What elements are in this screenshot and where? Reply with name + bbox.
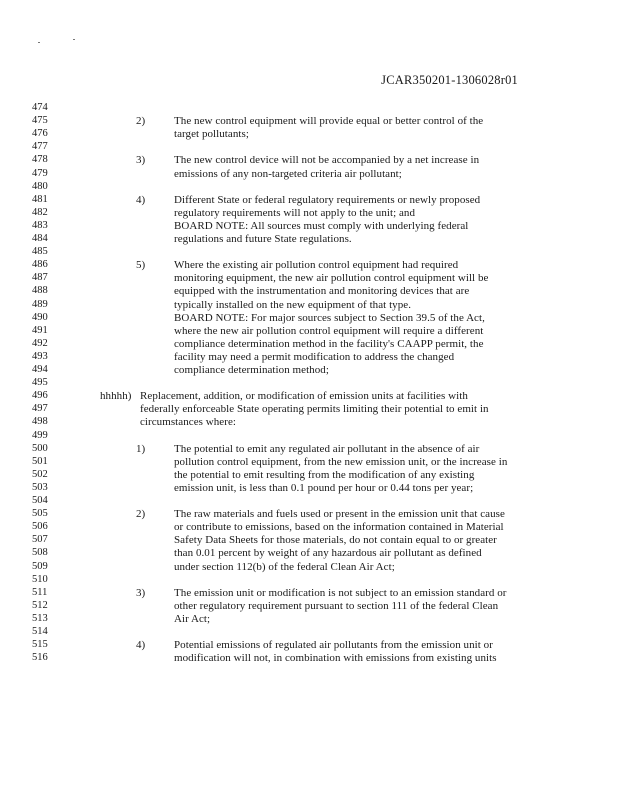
line-number: 491 <box>32 325 48 336</box>
line-text: The new control equipment will provide equal or better control of the <box>174 115 484 127</box>
line-text: regulations and future State regulations. <box>174 233 352 245</box>
item-marker: 3) <box>136 587 146 599</box>
line-number: 498 <box>32 416 48 427</box>
line-text: facility may need a permit modification to address the changed <box>174 351 455 363</box>
item-marker: hhhhh) <box>100 390 132 402</box>
line-number: 503 <box>32 482 48 493</box>
line-text: the potential to emit resulting from the modification of any existing <box>174 469 475 481</box>
line-number: 480 <box>32 181 48 192</box>
line-number: 511 <box>32 587 48 598</box>
line-text: target pollutants; <box>174 128 249 140</box>
item-marker: 3) <box>136 154 146 166</box>
line-number: 495 <box>32 377 48 388</box>
line-number: 499 <box>32 430 48 441</box>
line-number: 477 <box>32 141 48 152</box>
line-text: compliance determination method in the facility's CAAPP permit, the <box>174 338 484 350</box>
scan-speck <box>73 39 75 40</box>
line-text: monitoring equipment, the new air pollution control equipment will be <box>174 272 489 284</box>
line-text: typically installed on the new equipment of that type. <box>174 299 412 311</box>
line-text: Potential emissions of regulated air pollutants from the emission unit or <box>174 639 493 651</box>
line-number: 476 <box>32 128 48 139</box>
line-number: 508 <box>32 547 48 558</box>
line-text: Where the existing air pollution control equipment had required <box>174 259 459 271</box>
line-text: Different State or federal regulatory requirements or newly proposed <box>174 194 481 206</box>
line-text: Replacement, addition, or modification of emission units at facilities with <box>140 390 468 402</box>
line-text: circumstances where: <box>140 416 236 428</box>
line-number: 496 <box>32 390 48 401</box>
line-text: The emission unit or modification is not subject to an emission standard or <box>174 587 507 599</box>
line-number: 510 <box>32 574 48 585</box>
line-number: 513 <box>32 613 48 624</box>
line-number: 504 <box>32 495 48 506</box>
line-text: The new control device will not be accompanied by a net increase in <box>174 154 480 166</box>
line-number: 506 <box>32 521 48 532</box>
line-number: 515 <box>32 639 48 650</box>
line-number: 494 <box>32 364 48 375</box>
line-number: 482 <box>32 207 48 218</box>
line-number: 500 <box>32 443 48 454</box>
line-text: The raw materials and fuels used or present in the emission unit that cause <box>174 508 505 520</box>
line-number: 507 <box>32 534 48 545</box>
line-number: 490 <box>32 312 48 323</box>
line-number: 485 <box>32 246 48 257</box>
item-marker: 5) <box>136 259 146 271</box>
line-number: 479 <box>32 168 48 179</box>
line-text: Air Act; <box>174 613 211 625</box>
line-number: 505 <box>32 508 48 519</box>
line-number: 474 <box>32 102 48 113</box>
line-text: pollution control equipment, from the new emission unit, or the increase in <box>174 456 508 468</box>
line-text: compliance determination method; <box>174 364 329 376</box>
line-number: 514 <box>32 626 48 637</box>
line-number: 486 <box>32 259 48 270</box>
line-number: 492 <box>32 338 48 349</box>
item-marker: 4) <box>136 194 146 206</box>
line-number: 489 <box>32 299 48 310</box>
line-text: or contribute to emissions, based on the information contained in Material <box>174 521 504 533</box>
line-number: 501 <box>32 456 48 467</box>
line-text: equipped with the instrumentation and monitoring devices that are <box>174 285 470 297</box>
line-text: emission unit, is less than 0.1 pound per hour or 0.44 tons per year; <box>174 482 474 494</box>
line-number: 488 <box>32 285 48 296</box>
line-text: regulatory requirements will not apply to the unit; and <box>174 207 416 219</box>
line-text: The potential to emit any regulated air pollutant in the absence of air <box>174 443 480 455</box>
line-number: 493 <box>32 351 48 362</box>
line-number: 484 <box>32 233 48 244</box>
line-number: 478 <box>32 154 48 165</box>
line-text: Safety Data Sheets for those materials, do not contain equal to or greater <box>174 534 497 546</box>
line-number: 497 <box>32 403 48 414</box>
line-text: under section 112(b) of the federal Clean Air Act; <box>174 561 395 573</box>
line-text: BOARD NOTE: For major sources subject to Section 39.5 of the Act, <box>174 312 485 324</box>
scan-speck <box>38 42 40 43</box>
line-text: other regulatory requirement pursuant to section 111 of the federal Clean <box>174 600 499 612</box>
document-id: JCAR350201-1306028r01 <box>381 73 518 87</box>
line-number: 487 <box>32 272 48 283</box>
line-number: 483 <box>32 220 48 231</box>
line-text: BOARD NOTE: All sources must comply with underlying federal <box>174 220 469 232</box>
line-text: than 0.01 percent by weight of any hazardous air pollutant as defined <box>174 547 482 559</box>
item-marker: 2) <box>136 508 146 520</box>
line-text: emissions of any non-targeted criteria air pollutant; <box>174 168 402 180</box>
line-number: 516 <box>32 652 48 663</box>
line-text: modification will not, in combination with emissions from existing units <box>174 652 497 664</box>
line-number: 509 <box>32 561 48 572</box>
item-marker: 4) <box>136 639 146 651</box>
line-text: where the new air pollution control equipment will require a different <box>174 325 484 337</box>
item-marker: 2) <box>136 115 146 127</box>
line-number: 481 <box>32 194 48 205</box>
line-number: 475 <box>32 115 48 126</box>
line-number: 502 <box>32 469 48 480</box>
line-number: 512 <box>32 600 48 611</box>
item-marker: 1) <box>136 443 146 455</box>
line-text: federally enforceable State operating permits limiting their potential to emit in <box>140 403 489 415</box>
